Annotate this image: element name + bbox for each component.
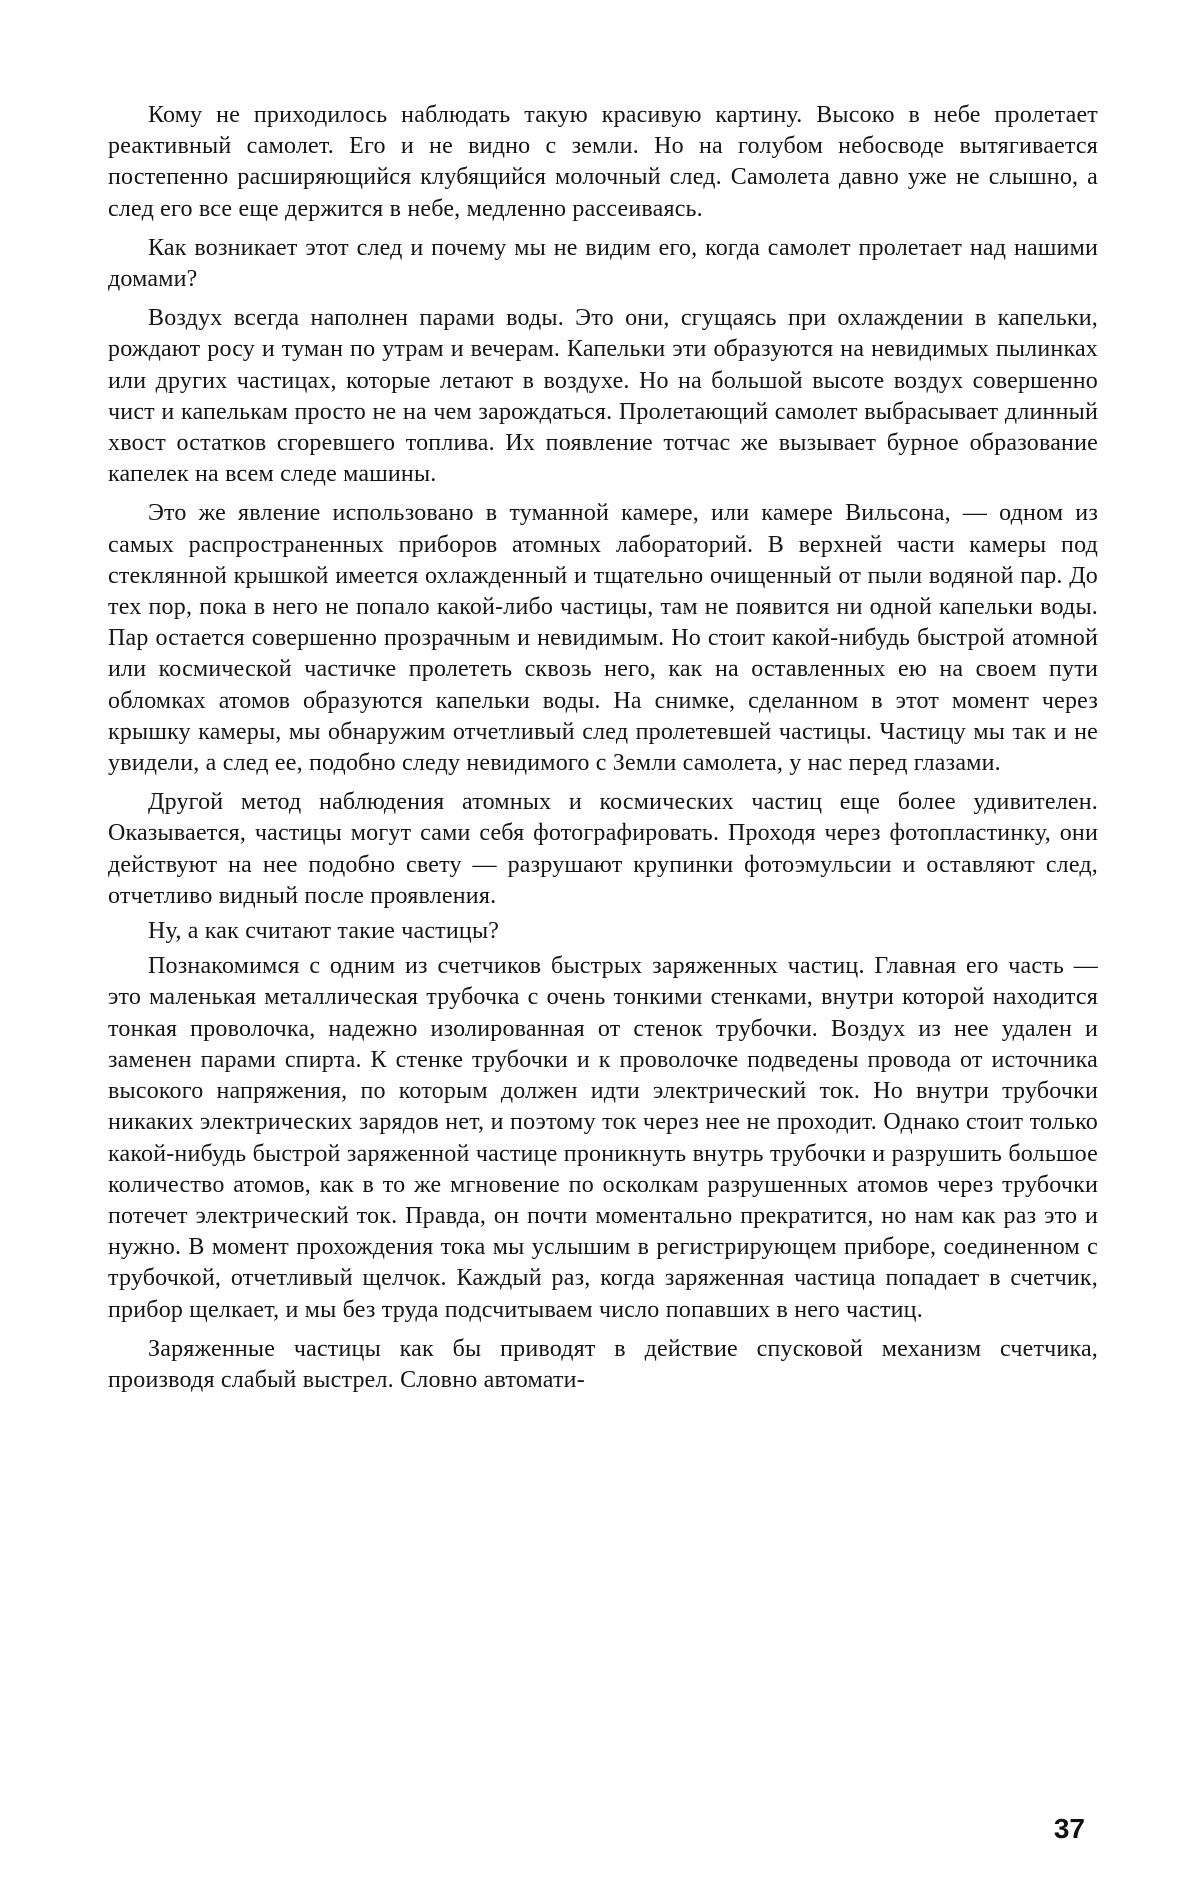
book-page	[0, 0, 1200, 1895]
paragraph-counter-tube: Познакомимся с одним из счетчиков быстрых заряженных частиц. Главная его часть — это маленькая металлическая трубочка с очень тонкими стенками, внутри которой находится тонкая проволочка, надежно изолированная от стенок трубочки. Воздух из нее удален и заменен парами спирта. К стенке трубочки и к проволочке подведены провода от источника высокого напряжения, по которым должен идти электрический ток. Но внутри трубочки никаких электрических зарядов нет, и поэтому ток через нее не проходит. Однако стоит только какой-нибудь быстрой заряженной частице проникнуть внутрь трубочки и разрушить большое количество атомов, как в то же мгновение по осколкам разрушенных атомов через трубочки потечет электрический ток. Правда, он почти моментально прекратится, но нам как раз это и нужно. В момент прохождения тока мы услышим в регистрирующем приборе, соединенном с трубочкой, отчетливый щелчок. Каждый раз, когда заряженная частица попадает в счетчик, прибор щелкает, и мы без труда подсчитываем число попавших в него частиц.	[108, 951, 1098, 1325]
paragraph-water-vapor: Воздух всегда наполнен парами воды. Это они, сгущаясь при охлаждении в капельки, рождают росу и туман по утрам и вечерам. Капельки эти образуются на невидимых пылинках или других частицах, которые летают в воздухе. Но на большой высоте воздух совершенно чист и капелькам просто не на чем зарождаться. Пролетающий самолет выбрасывает длинный хвост остатков сгоревшего топлива. Их появление тотчас же вызывает бурное образование капелек на всем следе машины.	[108, 303, 1098, 490]
paragraph-contrail-intro: Кому не приходилось наблюдать такую красивую картину. Высоко в небе пролетает реактивный самолет. Его и не видно с земли. Но на голубом небосводе вытягивается постепенно расширяющийся клубящийся молочный след. Самолета давно уже не слышно, а след его все еще держится в небе, медленно рассеиваясь.	[108, 100, 1098, 225]
paragraph-counting-question: Ну, а как считают такие частицы?	[108, 916, 1098, 947]
paragraph-trigger: Заряженные частицы как бы приводят в действие спусковой механизм счетчика, производя слабый выстрел. Словно автомати-	[108, 1334, 1098, 1396]
paragraph-question-trail: Как возникает этот след и почему мы не видим его, когда самолет пролетает над нашими домами?	[108, 233, 1098, 295]
body-text	[108, 100, 1098, 1404]
paragraph-photo-method: Другой метод наблюдения атомных и космических частиц еще более удивителен. Оказывается, частицы могут сами себя фотографировать. Проходя через фотопластинку, они действуют на нее подобно свету — разрушают крупинки фотоэмульсии и оставляют след, отчетливо видный после проявления.	[108, 787, 1098, 912]
page-number: 37	[1054, 1813, 1085, 1845]
paragraph-cloud-chamber: Это же явление использовано в туманной камере, или камере Вильсона, — одном из самых распространенных приборов атомных лабораторий. В верхней части камеры под стеклянной крышкой имеется охлажденный и тщательно очищенный от пыли водяной пар. До тех пор, пока в него не попало какой-либо частицы, там не появится ни одной капельки воды. Пар остается совершенно прозрачным и невидимым. Но стоит какой-нибудь быстрой атомной или космической частичке пролететь сквозь него, как на оставленных ею на своем пути обломках атомов образуются капельки воды. На снимке, сделанном в этот момент через крышку камеры, мы обнаружим отчетливый след пролетевшей частицы. Частицу мы так и не увидели, а след ее, подобно следу невидимого с Земли самолета, у нас перед глазами.	[108, 498, 1098, 779]
